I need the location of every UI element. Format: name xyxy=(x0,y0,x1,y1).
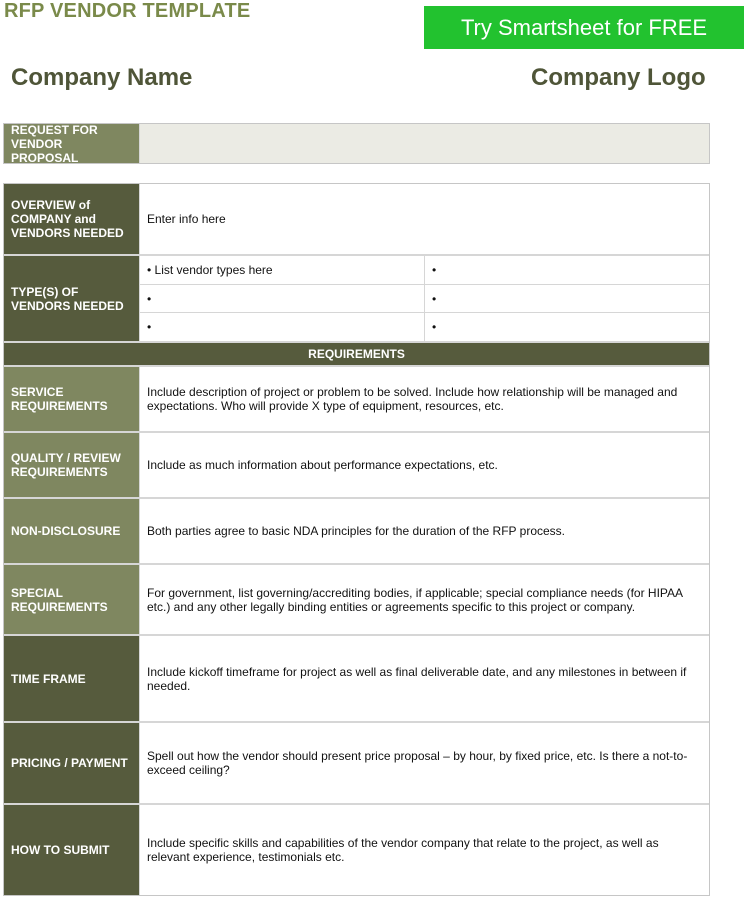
vendor-type-cell[interactable]: • xyxy=(424,285,709,313)
requirement-row xyxy=(4,805,709,895)
vendor-type-cell[interactable]: • xyxy=(147,320,152,335)
requirement-label: SERVICE REQUIREMENTS xyxy=(4,367,139,431)
requirement-text[interactable]: Include specific skills and capabilities of the vendor company that relate to the project, as well as relevant experience, testimonials etc. xyxy=(139,805,709,895)
rfp-label: REQUEST FOR VENDOR PROPOSAL xyxy=(4,124,139,163)
vendor-type-cell[interactable]: • List vendor types here xyxy=(147,262,273,277)
requirement-row xyxy=(4,565,709,636)
requirement-text[interactable]: Both parties agree to basic NDA principles for the duration of the RFP process. xyxy=(139,499,709,563)
overview-field[interactable]: Enter info here xyxy=(139,184,709,254)
vendor-types-label: TYPE(S) OF VENDORS NEEDED xyxy=(4,256,139,341)
company-name: Company Name xyxy=(11,64,193,91)
requirement-row xyxy=(4,636,709,723)
requirement-text[interactable]: Spell out how the vendor should present price proposal – by hour, by fixed price, etc. Is there a not-to-exceed ceiling? xyxy=(139,723,709,803)
requirement-text[interactable]: Include kickoff timeframe for project as well as final deliverable date, and any milestones in between if needed. xyxy=(139,636,709,721)
overview-label: OVERVIEW of COMPANY and VENDORS NEEDED xyxy=(4,184,139,254)
requirement-row xyxy=(4,499,709,565)
overview-section xyxy=(3,183,710,896)
vendor-types-row xyxy=(4,256,709,343)
vendor-types-line xyxy=(140,313,709,341)
requirement-text[interactable]: For government, list governing/accrediting bodies, if applicable; special compliance needs (for HIPAA etc.) and any other legally binding entities or agreements specific to this project or company. xyxy=(139,565,709,634)
rfp-title-row xyxy=(3,123,710,164)
requirement-label: NON-DISCLOSURE xyxy=(4,499,139,563)
requirement-row xyxy=(4,367,709,433)
vendor-types-line xyxy=(140,285,709,314)
requirement-label: SPECIAL REQUIREMENTS xyxy=(4,565,139,634)
try-smartsheet-button[interactable]: Try Smartsheet for FREE xyxy=(424,6,744,49)
requirement-row xyxy=(4,433,709,499)
requirement-row xyxy=(4,723,709,805)
overview-row xyxy=(4,184,709,256)
vendor-types-line xyxy=(140,256,709,285)
company-logo-placeholder: Company Logo xyxy=(531,64,706,91)
requirement-label: PRICING / PAYMENT xyxy=(4,723,139,803)
vendor-types-grid xyxy=(139,256,709,341)
requirement-label: HOW TO SUBMIT xyxy=(4,805,139,895)
requirement-label: QUALITY / REVIEW REQUIREMENTS xyxy=(4,433,139,497)
rfp-value-field[interactable] xyxy=(139,124,709,163)
requirement-text[interactable]: Include description of project or problem to be solved. Include how relationship will be managed and expectations. Who will provide X type of equipment, resources, etc. xyxy=(139,367,709,431)
requirement-label: TIME FRAME xyxy=(4,636,139,721)
requirement-text[interactable]: Include as much information about performance expectations, etc. xyxy=(139,433,709,497)
vendor-type-cell[interactable]: • xyxy=(424,256,709,284)
document-title: RFP VENDOR TEMPLATE xyxy=(4,0,251,22)
vendor-type-cell[interactable]: • xyxy=(147,291,152,306)
requirements-header: REQUIREMENTS xyxy=(4,343,709,367)
vendor-type-cell[interactable]: • xyxy=(424,313,709,341)
